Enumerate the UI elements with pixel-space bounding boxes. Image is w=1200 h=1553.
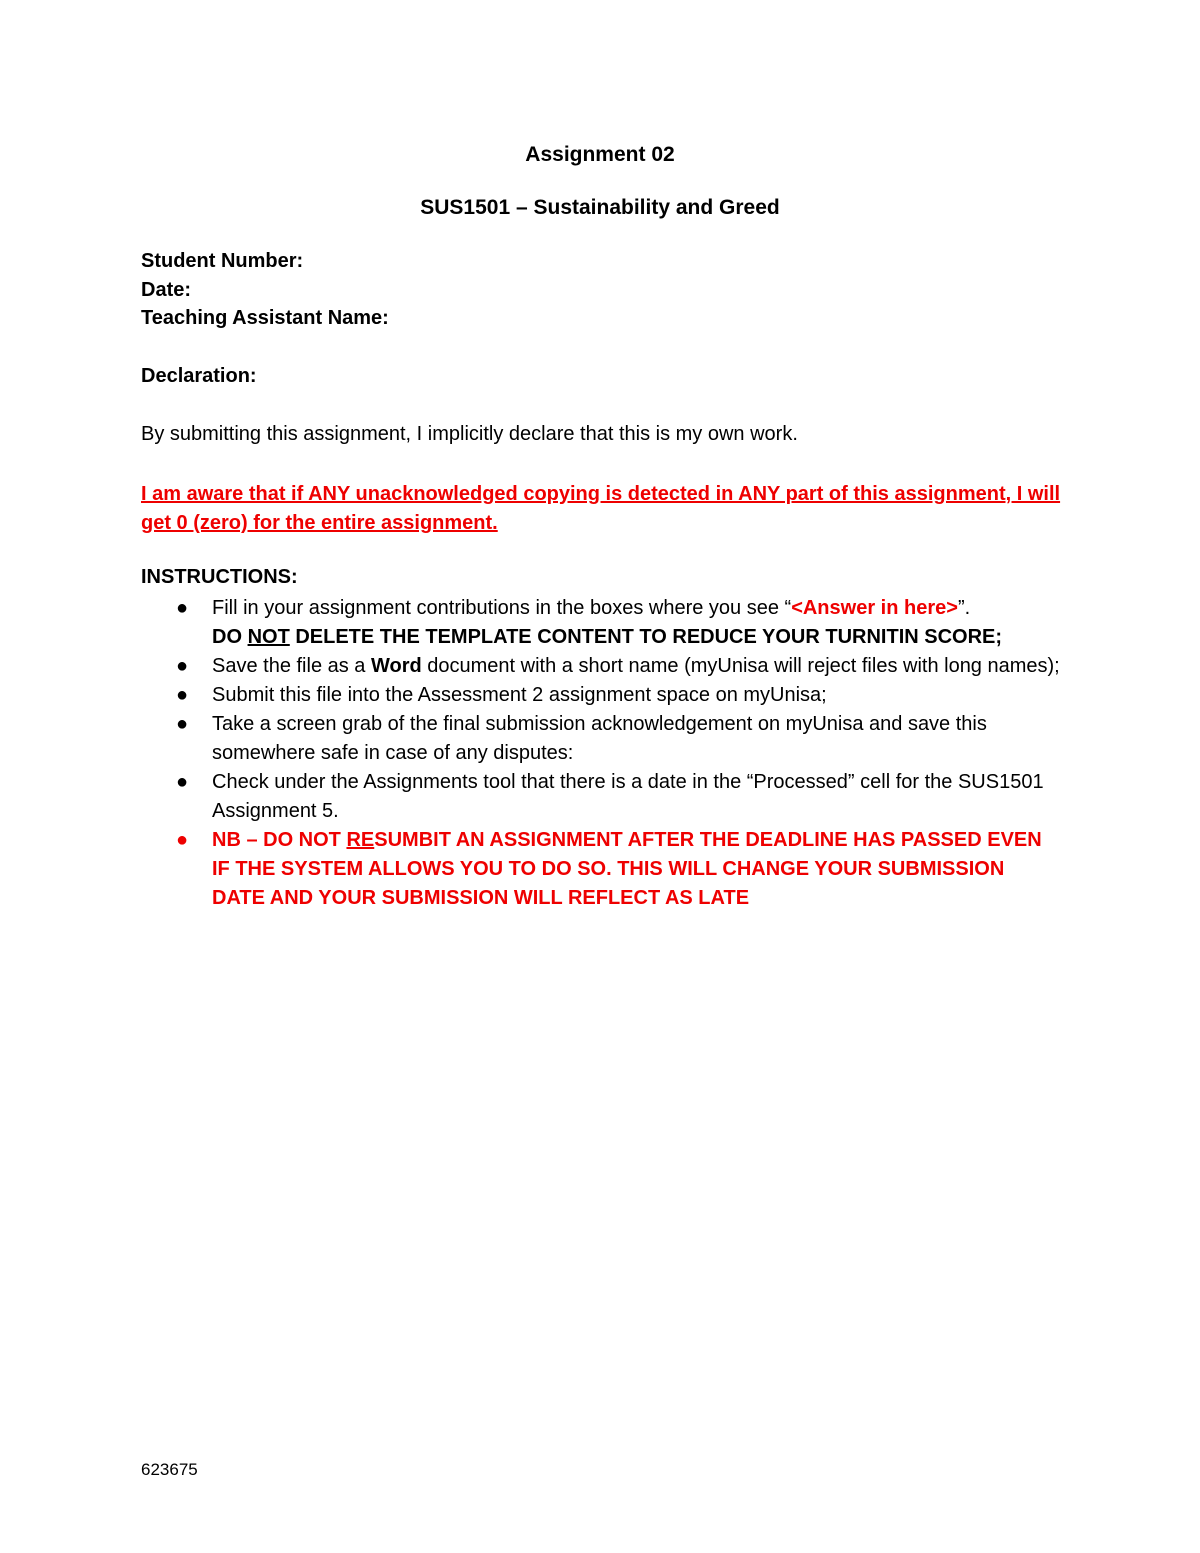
item-text: Take a screen grab of the final submission acknowledgement on myUnisa and save this somewhere safe in case of any disputes: — [212, 713, 987, 764]
bullet-icon: ● — [175, 829, 189, 851]
item-text: Save the file as a — [212, 655, 371, 677]
item-text: Check under the Assignments tool that there is a date in the “Processed” cell for the SUS1501 Assignment 5. — [212, 771, 1044, 822]
bullet-icon: ● — [175, 684, 189, 706]
declaration-statement: By submitting this assignment, I implicitly declare that this is my own work. — [141, 423, 798, 445]
assignment-title: Assignment 02 — [525, 143, 675, 166]
nb-re-emphasis: RE — [346, 829, 375, 851]
bullet-icon: ● — [175, 655, 189, 677]
date-label: Date: — [141, 279, 192, 301]
plagiarism-warning: I am aware that if ANY unacknowledged copying is detected in ANY part of this assignment, I will get 0 (zero) for the entire assignment. — [141, 483, 1061, 534]
item-text: Fill in your assignment contributions in the boxes where you see “ — [212, 597, 792, 619]
nb-warning-item — [141, 826, 1061, 913]
do-not-delete-prefix: DO — [212, 626, 248, 648]
list-item — [141, 681, 1061, 710]
list-item — [141, 594, 1061, 652]
item-text-end: document with a short name (myUnisa will reject files with long names); — [421, 655, 1060, 677]
teaching-assistant-label: Teaching Assistant Name: — [141, 307, 389, 329]
list-item — [141, 710, 1061, 768]
bullet-icon: ● — [175, 771, 189, 793]
not-emphasis: NOT — [247, 626, 290, 648]
answer-placeholder-text: <Answer in here> — [791, 597, 958, 619]
do-not-delete-suffix: DELETE THE TEMPLATE CONTENT TO REDUCE YOUR TURNITIN SCORE; — [289, 626, 1003, 648]
course-subtitle: SUS1501 – Sustainability and Greed — [420, 196, 780, 219]
item-text: Submit this file into the Assessment 2 assignment space on myUnisa; — [212, 684, 827, 706]
list-item — [141, 768, 1061, 826]
list-item — [141, 652, 1061, 681]
bullet-icon: ● — [175, 713, 189, 735]
bullet-icon: ● — [175, 597, 189, 619]
declaration-heading: Declaration: — [141, 365, 257, 387]
item-text-end: ”. — [957, 597, 971, 619]
nb-text-prefix: NB – DO NOT — [212, 829, 347, 851]
student-number-label: Student Number: — [141, 250, 304, 272]
footer-code: 623675 — [141, 1460, 198, 1479]
instructions-list — [141, 594, 1061, 913]
nb-text-suffix: SUMBIT AN ASSIGNMENT AFTER THE DEADLINE HAS PASSED EVEN IF THE SYSTEM ALLOWS YOU TO DO SO. THIS WILL CHANGE YOUR SUBMISSION DATE AND YOUR SUBMISSION WILL REFLECT AS LATE — [212, 829, 1042, 909]
instructions-heading: INSTRUCTIONS: — [141, 566, 298, 588]
word-emphasis: Word — [370, 655, 422, 677]
